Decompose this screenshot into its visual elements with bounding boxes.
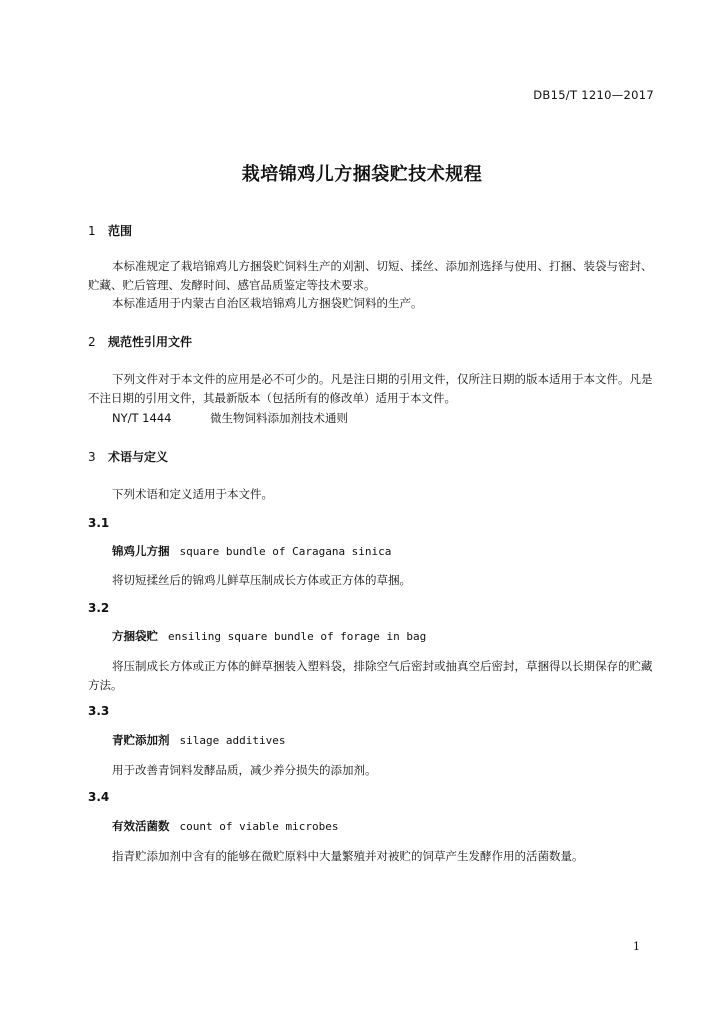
term-english: square bundle of Caragana sinica [179,545,392,558]
section-number: 1 [88,224,96,238]
section-number: 3 [88,450,96,464]
reference-title: 微生物饲料添加剂技术通则 [210,411,348,425]
term-entry [88,818,682,834]
term-number: 3.1 [88,516,110,530]
section-1-paragraph-1: 本标准规定了栽培锦鸡儿方捆袋贮饲料生产的刈割、切短、揉丝、添加剂选择与使用、打捆、装袋与密封、贮藏、贮后管理、发酵时间、感官品质鉴定等技术要求。 [88,259,653,292]
term-english: silage additives [179,734,286,747]
term-entry [88,628,682,644]
term-number: 3.2 [88,601,110,615]
section-title: 范围 [108,224,133,238]
section-title: 规范性引用文件 [108,335,193,349]
term-english: count of viable microbes [179,820,339,833]
section-1-paragraph-2: 本标准适用于内蒙古自治区栽培锦鸡儿方捆袋贮饲料的生产。 [112,296,423,310]
term-number: 3.4 [88,790,110,804]
document-title: 栽培锦鸡儿方捆袋贮技术规程 [241,164,483,185]
term-number: 3.3 [88,704,110,718]
term-definition: 将切短揉丝后的锦鸡儿鲜草压制成长方体或正方体的草捆。 [112,573,411,587]
page-number: 1 [633,940,640,953]
term-chinese: 有效活菌数 [112,819,170,833]
section-2-paragraph-1: 下列文件对于本文件的应用是必不可少的。凡是注日期的引用文件，仅所注日期的版本适用于本文件。凡是不注日期的引用文件，其最新版本（包括所有的修改单）适用于本文件。 [88,372,653,405]
term-definition: 指青贮添加剂中含有的能够在微贮原料中大量繁殖并对被贮的饲草产生发酵作用的活菌数量。 [112,849,584,863]
term-chinese: 锦鸡儿方捆 [112,544,170,558]
normative-reference [88,409,682,427]
section-3-intro: 下列术语和定义适用于本文件。 [112,487,273,501]
reference-code: NY/T 1444 [112,411,172,425]
section-1-heading [88,222,658,239]
section-title: 术语与定义 [108,450,169,464]
term-entry [88,543,682,559]
term-chinese: 青贮添加剂 [112,733,170,747]
term-definition: 将压制成长方体或正方体的鲜草捆装入塑料袋，排除空气后密封或抽真空后密封，草捆得以长期保存的贮藏方法。 [88,659,653,692]
term-entry [88,732,682,748]
section-number: 2 [88,335,96,349]
section-2-heading [88,333,658,350]
term-definition: 用于改善青饲料发酵品质，减少养分损失的添加剂。 [112,763,377,777]
document-code: DB15/T 1210—2017 [533,88,654,102]
term-chinese: 方捆袋贮 [112,629,158,643]
section-3-heading [88,448,658,465]
term-english: ensiling square bundle of forage in bag [168,630,427,643]
